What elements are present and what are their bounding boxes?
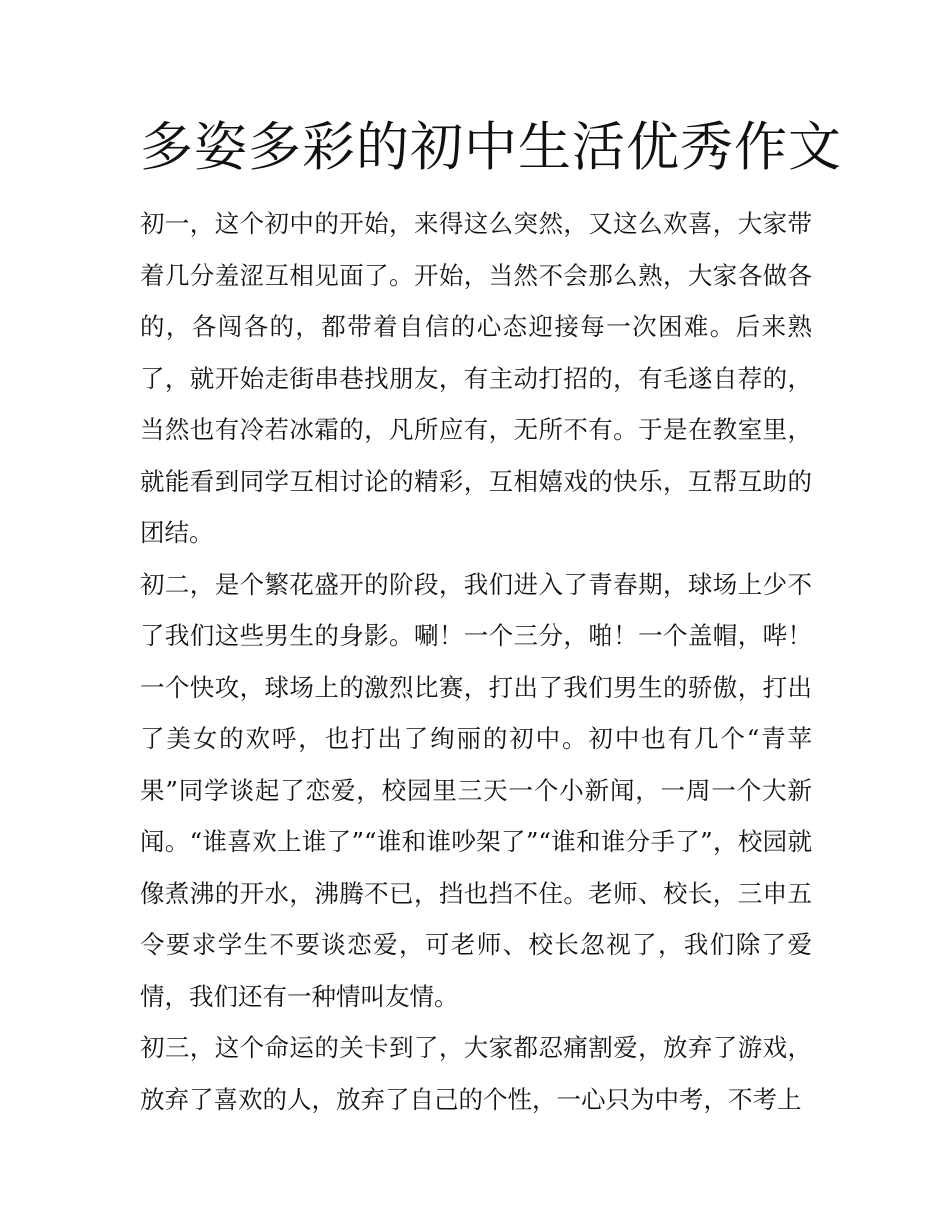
paragraph: 初一，这个初中的开始，来得这么突然，又这么欢喜，大家带着几分羞涩互相见面了。开始，当然不会那么熟，大家各做各的，各闯各的，都带着自信的心态迎接每一次困难。后来熟了，就开始走街串巷找朋友，有主动打招的，有毛遂自荐的，当然也有冷若冰霜的，凡所应有，无所不有。于是在教室里，就能看到同学互相讨论的精彩，互相嬉戏的快乐，互帮互助的团结。 — [140, 209, 812, 547]
paragraph: 初二，是个繁花盛开的阶段，我们进入了青春期，球场上少不了我们这些男生的身影。唰！一个三分，啪！一个盖帽，哔！一个快攻，球场上的激烈比赛，打出了我们男生的骄傲，打出了美女的欢呼，也打出了绚丽的初中。初中也有几个“青苹果”同学谈起了恋爱，校园里三天一个小新闻，一周一个大新闻。“谁喜欢上谁了”“谁和谁吵架了”“谁和谁分手了”，校园就像煮沸的开水，沸腾不已，挡也挡不住。老师、校长，三申五令要求学生不要谈恋爱，可老师、校长忽视了，我们除了爱情，我们还有一种情叫友情。 — [140, 569, 812, 1011]
document-body — [140, 198, 812, 1125]
paragraph: 初三，这个命运的关卡到了，大家都忍痛割爱，放弃了游戏，放弃了喜欢的人，放弃了自己的个性，一心只为中考，不考上 — [140, 1033, 812, 1114]
document-title: 多姿多彩的初中生活优秀作文 — [140, 117, 842, 178]
